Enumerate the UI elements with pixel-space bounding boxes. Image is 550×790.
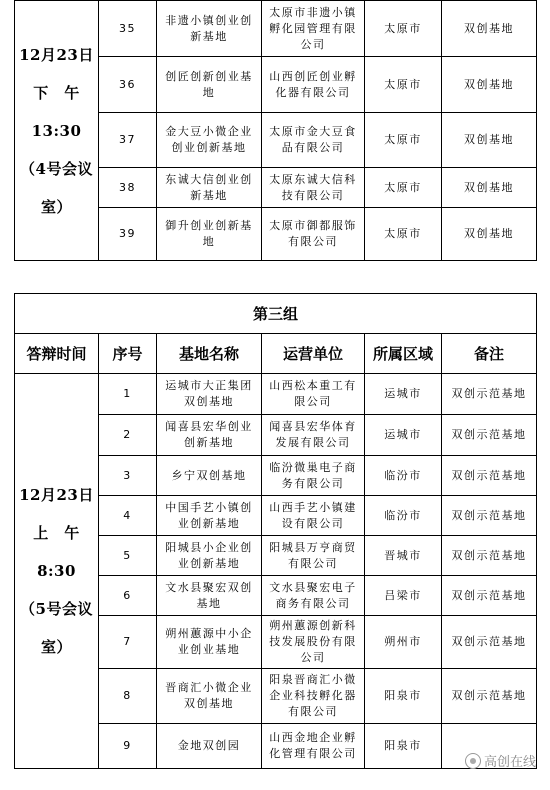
session-time-line: 下 午 xyxy=(33,83,80,102)
cell-no: 38 xyxy=(99,168,157,208)
cell-operator: 山西松本重工有限公司 xyxy=(262,374,365,415)
cell-remark: 双创基地 xyxy=(442,57,537,113)
cell-remark: 双创示范基地 xyxy=(442,415,537,456)
cell-no: 36 xyxy=(99,57,157,113)
cell-base: 文水县聚宏双创基地 xyxy=(157,576,262,616)
cell-region: 临汾市 xyxy=(365,496,442,536)
cell-no: 9 xyxy=(99,724,157,769)
cell-operator: 文水县聚宏电子商务有限公司 xyxy=(262,576,365,616)
cell-region: 吕梁市 xyxy=(365,576,442,616)
group3-schedule-table xyxy=(14,293,537,769)
cell-operator: 山西创匠创业孵化器有限公司 xyxy=(262,57,365,113)
cell-operator: 太原市金大豆食品有限公司 xyxy=(262,113,365,168)
cell-no: 37 xyxy=(99,113,157,168)
cell-region: 太原市 xyxy=(365,168,442,208)
cell-region: 临汾市 xyxy=(365,456,442,496)
cell-remark: 双创基地 xyxy=(442,168,537,208)
session-time-line: （4号会议 xyxy=(20,159,93,178)
cell-operator: 阳泉晋商汇小微企业科技孵化器有限公司 xyxy=(262,669,365,724)
cell-operator: 太原东诚大信科技有限公司 xyxy=(262,168,365,208)
cell-region: 朔州市 xyxy=(365,616,442,669)
cell-no: 4 xyxy=(99,496,157,536)
session-time-line: （5号会议 xyxy=(20,600,93,618)
cell-region: 太原市 xyxy=(365,57,442,113)
cell-base: 朔州蕙源中小企业创业基地 xyxy=(157,616,262,669)
group-title: 第三组 xyxy=(15,294,537,334)
cell-region: 太原市 xyxy=(365,208,442,261)
cell-remark: 双创示范基地 xyxy=(442,616,537,669)
cell-operator: 太原市御都服饰有限公司 xyxy=(262,208,365,261)
cell-base: 金大豆小微企业创业创新基地 xyxy=(157,113,262,168)
cell-no: 3 xyxy=(99,456,157,496)
cell-remark: 双创示范基地 xyxy=(442,456,537,496)
cell-no: 39 xyxy=(99,208,157,261)
session-time-line: 12月23日 xyxy=(19,486,94,504)
cell-region: 阳泉市 xyxy=(365,669,442,724)
wechat-logo-icon xyxy=(465,753,481,769)
cell-operator: 山西手艺小镇建设有限公司 xyxy=(262,496,365,536)
cell-no: 35 xyxy=(99,1,157,57)
header-no: 序号 xyxy=(99,334,157,374)
table-row xyxy=(15,1,537,57)
cell-operator: 闻喜县宏华体育发展有限公司 xyxy=(262,415,365,456)
cell-no: 6 xyxy=(99,576,157,616)
cell-region: 阳泉市 xyxy=(365,724,442,769)
cell-base: 乡宁双创基地 xyxy=(157,456,262,496)
group2-schedule-table xyxy=(14,0,537,261)
session-time-line: 8:30 xyxy=(37,562,76,580)
cell-operator: 山西金地企业孵化管理有限公司 xyxy=(262,724,365,769)
cell-remark: 双创示范基地 xyxy=(442,536,537,576)
cell-region: 太原市 xyxy=(365,113,442,168)
table-row xyxy=(15,374,537,415)
cell-base: 非遗小镇创业创新基地 xyxy=(157,1,262,57)
cell-base: 东诚大信创业创新基地 xyxy=(157,168,262,208)
cell-base: 创匠创新创业基地 xyxy=(157,57,262,113)
cell-remark: 双创基地 xyxy=(442,1,537,57)
cell-operator: 太原市非遗小镇孵化园管理有限公司 xyxy=(262,1,365,57)
cell-base: 运城市大正集团双创基地 xyxy=(157,374,262,415)
watermark xyxy=(465,751,536,770)
cell-remark: 双创示范基地 xyxy=(442,576,537,616)
cell-base: 金地双创园 xyxy=(157,724,262,769)
cell-no: 5 xyxy=(99,536,157,576)
session-time-line: 12月23日 xyxy=(19,45,94,64)
cell-remark: 双创示范基地 xyxy=(442,374,537,415)
header-time: 答辩时间 xyxy=(15,334,99,374)
cell-operator: 临汾微巢电子商务有限公司 xyxy=(262,456,365,496)
cell-region: 运城市 xyxy=(365,374,442,415)
cell-region: 运城市 xyxy=(365,415,442,456)
cell-no: 2 xyxy=(99,415,157,456)
cell-no: 8 xyxy=(99,669,157,724)
header-operator: 运营单位 xyxy=(262,334,365,374)
cell-base: 御升创业创新基地 xyxy=(157,208,262,261)
cell-no: 7 xyxy=(99,616,157,669)
cell-region: 晋城市 xyxy=(365,536,442,576)
header-region: 所属区域 xyxy=(365,334,442,374)
cell-base: 阳城县小企业创业创新基地 xyxy=(157,536,262,576)
session-time xyxy=(15,1,99,261)
cell-remark: 双创示范基地 xyxy=(442,669,537,724)
header-remark: 备注 xyxy=(442,334,537,374)
session-time-line: 上 午 xyxy=(33,524,80,542)
cell-remark: 双创基地 xyxy=(442,208,537,261)
cell-region: 太原市 xyxy=(365,1,442,57)
session-time-line: 室） xyxy=(40,197,72,216)
cell-remark: 双创示范基地 xyxy=(442,496,537,536)
cell-operator: 阳城县万亨商贸有限公司 xyxy=(262,536,365,576)
session-time-line: 13:30 xyxy=(31,121,82,140)
cell-remark: 双创基地 xyxy=(442,113,537,168)
session-time-line: 室） xyxy=(40,638,72,656)
header-base: 基地名称 xyxy=(157,334,262,374)
cell-base: 闻喜县宏华创业创新基地 xyxy=(157,415,262,456)
cell-base: 中国手艺小镇创业创新基地 xyxy=(157,496,262,536)
cell-operator: 朔州蕙源创新科技发展股份有限公司 xyxy=(262,616,365,669)
cell-base: 晋商汇小微企业双创基地 xyxy=(157,669,262,724)
cell-no: 1 xyxy=(99,374,157,415)
session-time xyxy=(15,374,99,769)
watermark-text: 高创在线 xyxy=(483,755,536,770)
